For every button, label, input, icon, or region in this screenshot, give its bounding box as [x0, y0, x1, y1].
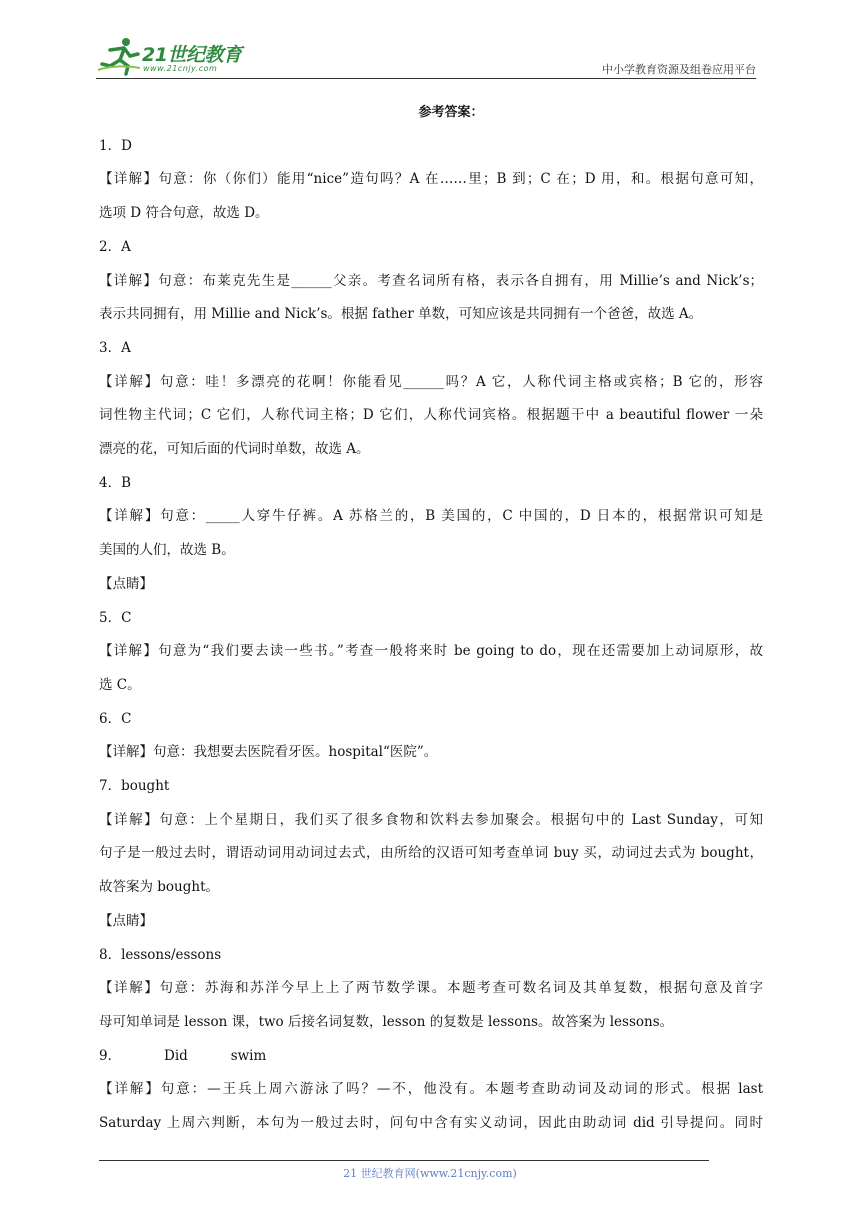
explanation-line: 【详解】句意：上个星期日，我们买了很多食物和饮料去参加聚会。根据句中的 Last Sunday，可知 — [99, 811, 763, 828]
explanation-line: 漂亮的花，可知后面的代词时单数，故选 A。 — [99, 441, 370, 458]
explanation-line: 选项 D 符合句意，故选 D。 — [99, 205, 269, 222]
explanation-line: 【详解】句意：布莱克先生是______父亲。考查名词所有格，表示各自拥有，用 Millie’s and Nick’s； — [99, 272, 763, 289]
explanation-line: 句子是一般过去时，谓语动词用动词过去式，由所给的汉语可知考查单词 buy 买，动词过去式为 bought， — [99, 845, 763, 862]
answer-number: 7．bought — [99, 778, 170, 795]
answer-number: 8．lessons/essons — [99, 946, 222, 963]
site-logo — [96, 36, 266, 76]
explanation-line: 【详解】句意：哇！多漂亮的花啊！你能看见______吗？A 它，人称代词主格或宾格；B 它的，形容 — [99, 373, 763, 390]
answer-number: 6．C — [99, 710, 132, 727]
explanation-line: 【详解】句意：_____人穿牛仔裤。A 苏格兰的，B 美国的，C 中国的，D 日本的，根据常识可知是 — [99, 508, 763, 525]
answer-content — [99, 96, 763, 1141]
page-footer: 21 世纪教育网(www.21cnjy.com) — [343, 1167, 517, 1180]
explanation-line: 故答案为 bought。 — [99, 879, 220, 896]
tip-label: 【点睛】 — [99, 575, 153, 592]
explanation-line: Saturday 上周六判断，本句为一般过去时，问句中含有实义动词，因此由助动词 did 引导提问。同时 — [99, 1115, 763, 1132]
answer-title: 参考答案： — [418, 105, 484, 120]
explanation-line: 选 C。 — [99, 676, 141, 693]
platform-label: 中小学教育资源及组卷应用平台 — [602, 63, 756, 76]
answer-number: 1．D — [99, 137, 132, 154]
answer-number: 9． Did swim — [99, 1047, 267, 1064]
logo-text: 21世纪教育 — [142, 44, 242, 66]
explanation-line: 母可知单词是 lesson 课，two 后接名词复数，lesson 的复数是 lessons。故答案为 lessons。 — [99, 1013, 674, 1030]
explanation-line: 词性物主代词；C 它们，人称代词主格；D 它们，人称代词宾格。根据题干中 a beautiful flower 一朵 — [99, 407, 763, 424]
header-divider — [96, 78, 756, 79]
footer-divider — [99, 1160, 709, 1161]
answer-number: 5．C — [99, 609, 132, 626]
runner-logo-icon — [96, 36, 142, 76]
tip-label: 【点睛】 — [99, 912, 153, 929]
answer-number: 4．B — [99, 474, 132, 491]
explanation-line: 【详解】句意为“我们要去读一些书。”考查一般将来时 be going to do，现在还需要加上动词原形，故 — [99, 643, 763, 660]
explanation-line: 表示共同拥有，用 Millie and Nick’s。根据 father 单数，可知应该是共同拥有一个爸爸，故选 A。 — [99, 306, 703, 323]
answer-number: 3．A — [99, 339, 131, 356]
logo-url: www.21cnjy.com — [143, 64, 218, 73]
page-header — [96, 36, 756, 80]
explanation-line: 【详解】句意：—王兵上周六游泳了吗？—不，他没有。本题考查助动词及动词的形式。根据 last — [99, 1081, 763, 1098]
answer-number: 2．A — [99, 238, 131, 255]
explanation-line: 美国的人们，故选 B。 — [99, 542, 235, 559]
explanation-line: 【详解】句意：苏海和苏洋今早上上了两节数学课。本题考查可数名词及其单复数，根据句意及首字 — [99, 980, 763, 997]
explanation-line: 【详解】句意：我想要去医院看牙医。hospital“医院”。 — [99, 744, 438, 761]
explanation-line: 【详解】句意：你（你们）能用“nice”造句吗？A 在……里；B 到；C 在；D 用，和。根据句意可知， — [99, 171, 763, 188]
